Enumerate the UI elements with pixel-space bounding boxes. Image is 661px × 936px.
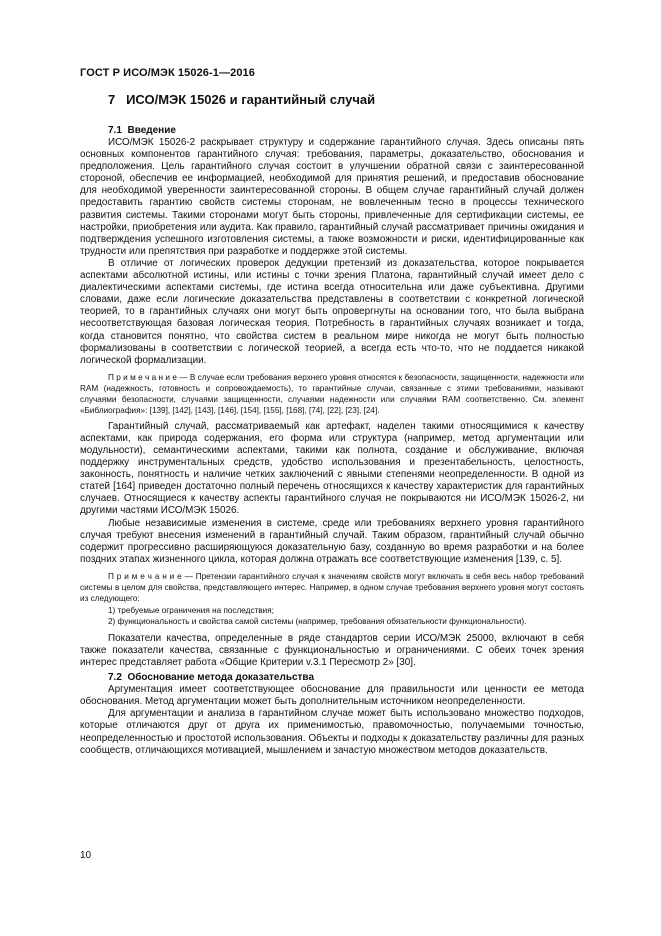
subsection-title: Обоснование метода доказательства — [127, 672, 315, 684]
subsection-heading-argument — [108, 672, 584, 683]
paragraph: Для аргументации и анализа в гарантийном случае может быть использовано множество подходов, которые отличаются друг от друга их применимостью, правомочностью, получаемыми точностью, неопределенностью и простотой использования. Объекты и подходы к доказательству различны для разных сообществ, отличающихся мотивацией, мышлением и зачастую множеством методов доказательств. — [80, 708, 584, 756]
note-text: Претензии гарантийного случая к значениям свойств могут включать в себя весь набор требований системы в целом для свойства, представляющего интерес. Например, в одном случае требования верхнего уровня могут состоять из следующего: — [80, 571, 585, 603]
note-label: П р и м е ч а н и е — — [108, 571, 193, 581]
section-number: 7 — [108, 92, 116, 107]
subsection-heading-intro — [108, 125, 584, 136]
paragraph: В отличие от логических проверок дедукции претензий из доказательства, которое покрывается аспектами абсолютной истины, или истины с точки зрения Платона, гарантийный случай имеет дело с диалектическими аспектами системы, где истина всегда относительна или даже субъективна. Другими словами, даже если логические доказательства представлены в соответствии с конкретной логической теорией, то в гарантийных случаях они могут быть опровергнуты на основании того, что была выбрана несоответствующая базовая логическая теория. Потребность в гарантийных случаях возникает и тогда, когда становится понятно, что свойства систем в реальном мире никогда не могут быть полностью формализованы в соответствии с логической теорией, а всегда есть что-то, что не поддается никакой логической формализации. — [80, 257, 584, 366]
section-heading — [108, 92, 584, 107]
paragraph: ИСО/МЭК 15026-2 раскрывает структуру и содержание гарантийного случая. Здесь описаны пять основных компонентов гарантийного случая: требования, параметры, доказательство, обоснования и предположения. Цель гарантийного случая состоит в улучшении обратной связи с заинтересованной стороной, обеспечив ее информацией, необходимой для принятия решений, и предоставив обоснование для необходимой уверенности заинтересованной стороны. В общем случае гарантийный случай должен предоставить гарантию свойств системы сторонам, не вовлеченным тесно в процессы технического развития системы. Такими сторонами могут быть стороны, привлеченные для сертификации системы, ее настройки, приобретения или аудита. Как правило, гарантийный случай рассматривает причины ожидания и подтверждения успешного изготовления системы, а также возможности и риски, идентифицированные как трудности или препятствия при разработке и поддержке этой системы. — [80, 137, 584, 257]
paragraph: Гарантийный случай, рассматриваемый как артефакт, наделен такими относящимися к качеству аспектами, как природа содержания, его форма или структура (например, метод аргументации или модульности), семантическими аспектами, такими как полнота, создание и обслуживание, включая поддержку инструментальных средств, удобство использования и презентабельность, целостность, законность, понятность и наличие четких заключений с явными степенями неопределенности. В одной из статей [164] приведен достаточно полный перечень относящихся к качеству характеристик для гарантийных случаев. Относящиеся к качеству аспекты гарантийного случая не покрываются ни ИСО/МЭК 15026-2, ни другими частями ИСО/МЭК 15026. — [80, 420, 584, 517]
note-list-item: 1) требуемые ограничения на последствия; — [108, 605, 274, 615]
note-list-item: 2) функциональность и свойства самой системы (например, требования обязательности функциональности). — [108, 616, 527, 626]
paragraph: Любые независимые изменения в системе, среде или требованиях верхнего уровня гарантийного случая требуют внесения изменений в гарантийный случай. Таким образом, гарантийный случай обычно содержит прогрессивно расширяющуюся доказательную базу, созданную во время разработки и на более поздних этапах жизненного цикла, которая должна отражать все соответствующие изменения [139, с. 5]. — [80, 517, 584, 565]
note — [80, 571, 584, 604]
paragraph: Аргументация имеет соответствующее обоснование для правильности или ценности ее метода обоснования. Метод аргументации может быть дополнительным источником неопределенности. — [80, 684, 584, 708]
note — [80, 372, 584, 416]
subsection-number: 7.2 — [108, 672, 122, 684]
note-label: П р и м е ч а н и е — — [108, 372, 188, 382]
subsection-title: Введение — [127, 125, 176, 136]
paragraph: Показатели качества, определенные в ряде стандартов серии ИСО/МЭК 25000, включают в себя также показатели качества, связанные с функциональностью и ограничениями. С обеих точек зрения интерес представляет работа «Общие Критерии v.3.1 Пересмотр 2» [30]. — [80, 632, 584, 669]
section-title: ИСО/МЭК 15026 и гарантийный случай — [126, 92, 376, 107]
page-content — [80, 92, 584, 757]
subsection-number: 7.1 — [108, 125, 122, 136]
note-text: В случае если требования верхнего уровня относятся к безопасности, защищенности, надежности или RAM (надежность, готовность и сопровождаемость), то гарантийные случаи, связанные с этими требованиями, называют случаями безопасности, случаями защищенности, случаями надежности или случаями RAM соответственно. См. элемент «Библиография»: [139], [142], [143], [146], [154], [155], [168], [74], [22], [23], [24]. — [80, 372, 585, 415]
standard-header: ГОСТ Р ИСО/МЭК 15026-1—2016 — [80, 67, 255, 79]
page-number: 10 — [80, 850, 92, 861]
